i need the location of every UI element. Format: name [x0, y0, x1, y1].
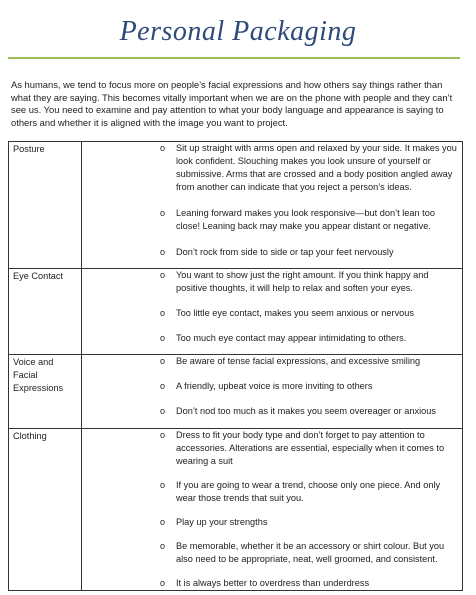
row-label-clothing: Clothing: [9, 429, 82, 591]
table-row-eye-contact: [9, 269, 463, 355]
bullet-marker: o: [160, 430, 166, 440]
list-item: o Too much eye contact may appear intimidating to others.: [160, 333, 407, 343]
bullet-marker: o: [160, 247, 166, 257]
row-content-voice-facial: [82, 355, 463, 429]
bullet-marker: o: [160, 208, 166, 218]
list-item: o Be memorable, whether it be an accessory or shirt colour. But you also need to be appropriate, neat, well groomed, and consistent.: [160, 541, 445, 564]
bullet-marker: o: [160, 406, 166, 416]
bullet-marker: o: [160, 517, 166, 527]
bullet-marker: o: [160, 480, 166, 490]
bullet-marker: o: [160, 578, 166, 588]
bullet-list: [82, 269, 462, 345]
row-label-eye-contact: Eye Contact: [9, 269, 82, 355]
list-item: o Dress to fit your body type and don’t forget to pay attention to accessories. Alterations are essential, especially when it comes to wearing a suit: [160, 430, 445, 466]
list-item: o If you are going to wear a trend, choose only one piece. And only wear those trends that suit you.: [160, 480, 441, 503]
list-item: o It is always better to overdress than underdress: [160, 578, 370, 588]
title-underline: [8, 57, 460, 59]
bullet-marker: o: [160, 143, 166, 153]
table-row-posture: [9, 142, 463, 269]
bullet-marker: o: [160, 381, 166, 391]
list-item: o You want to show just the right amount. If you think happy and positive thoughts, it will help to relax and soften your eyes.: [160, 270, 429, 293]
list-item: o Play up your strengths: [160, 517, 268, 527]
row-content-posture: [82, 142, 463, 269]
row-content-clothing: [82, 429, 463, 591]
row-label-posture: Posture: [9, 142, 82, 269]
list-item: o Leaning forward makes you look responsive—but don’t lean too close! Leaning back may make you appear distant or negative.: [160, 208, 435, 231]
list-item: o Be aware of tense facial expressions, and excessive smiling: [160, 356, 421, 366]
page-title: Personal Packaging: [119, 16, 357, 47]
table-row-clothing: [9, 429, 463, 591]
list-item: o Sit up straight with arms open and relaxed by your side. It makes you look confident. Slouching makes you look unsure of yourself or submissive. Arms that are crossed and a body position angled away from another can indicate that you reject a person’s ideas.: [160, 143, 457, 192]
bullet-marker: o: [160, 270, 166, 280]
bullet-marker: o: [160, 356, 166, 366]
bullet-marker: o: [160, 308, 166, 318]
list-item: o Don’t nod too much as it makes you seem overeager or anxious: [160, 406, 436, 416]
intro-paragraph: As humans, we tend to focus more on people’s facial expressions and how others say things rather than what they are saying. This becomes vitally important when we are on the phone with people and they can’t see us. You need to examine and pay attention to what your body language and appearance is saying to others and whether it is aligned with the image you want to project.: [11, 79, 453, 128]
row-label-voice-facial: Voice and Facial Expressions: [9, 355, 82, 429]
list-item: o A friendly, upbeat voice is more inviting to others: [160, 381, 373, 391]
bullet-list: [82, 142, 462, 259]
guidelines-table: [8, 141, 463, 591]
list-item: o Too little eye contact, makes you seem anxious or nervous: [160, 308, 414, 318]
bullet-marker: o: [160, 333, 166, 343]
bullet-list: [82, 355, 462, 418]
bullet-marker: o: [160, 541, 166, 551]
bullet-list: [82, 429, 462, 590]
table-row-voice-facial: [9, 355, 463, 429]
row-content-eye-contact: [82, 269, 463, 355]
list-item: o Don’t rock from side to side or tap your feet nervously: [160, 247, 394, 257]
